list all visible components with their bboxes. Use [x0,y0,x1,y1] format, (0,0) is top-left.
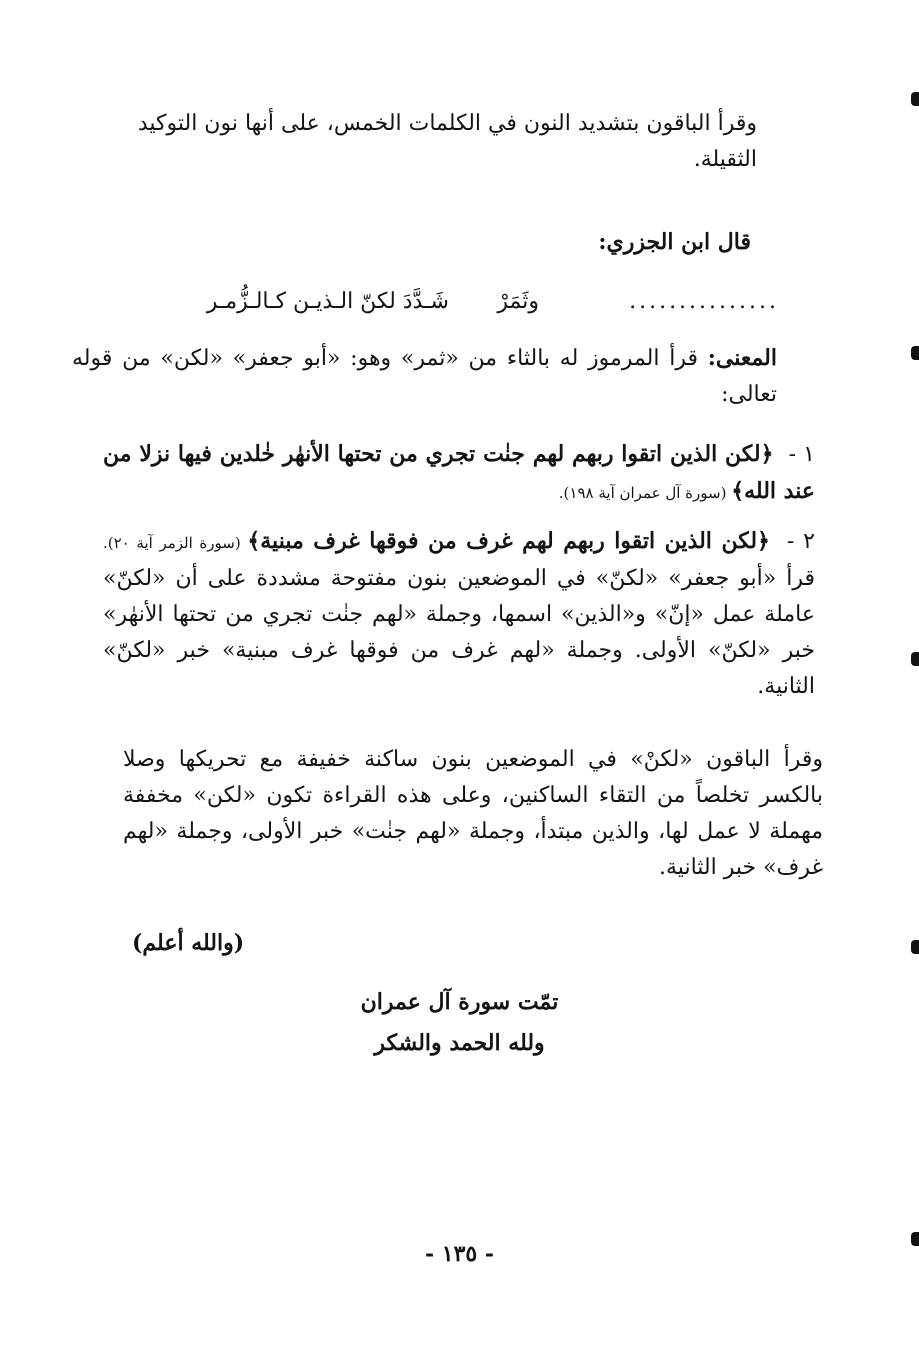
list-item-number: ١ - [788,442,815,467]
quran-verse: ﴿لكن الذين اتقوا ربهم لهم جنٰت تجري من تحتها الأنهٰر خٰلدين فيها نزلا من عند الله﴾ [103,441,815,504]
poem-verse [139,284,779,324]
paragraph-others-reading: وقرأ الباقون «لكنْ» في الموضعين بنون ساكنة خفيفة مع تحريكها وصلا بالكسر تخلصاً من التقاء الساكنين، وعلى هذه القراءة تكون «لكن» مخففة مهملة لا عمل لها، والذين مبتدأ، وجملة «لهم جنٰت» خبر الأولى، وجملة «لهم غرف» خبر الثانية. [123,747,823,880]
list-item-number: ٢ - [786,529,815,554]
meaning-paragraph [72,340,777,413]
list-item-1 [103,436,815,511]
praise-line: ولله الحمد والشكر [374,1030,545,1056]
paragraph-intro-line1: وقرأ الباقون بتشديد النون في الكلمات الخمس، على أنها نون التوكيد [137,111,757,136]
quran-verse: ﴿لكن الذين اتقوا ربهم لهم غرف من فوقها غرف مبنية﴾ [247,528,770,554]
paragraph-intro [57,106,757,178]
list-item-explanation: قرأ «أبو جعفر» «لكنّ» في الموضعين بنون مفتوحة مشددة على أن «لكنّ» عاملة عمل «إنّ» و«الذين» اسمها، وجملة «لهم جنٰت تجري من تحتها الأنهٰر» خبر «لكنّ» الأولى. وجملة «لهم غرف من فوقها غرف مبنية» خبر «لكنّ» الثانية. [103,566,815,699]
meaning-label: المعنى: [707,345,777,371]
page-number: - ١٣٥ - [424,1241,495,1267]
verse-ellipsis: ............... [629,289,779,314]
section-heading: قال ابن الجزري: [598,229,751,255]
binding-mark [911,346,919,360]
verse-second-hemistich: شَـدَّدَ لكنّ الـذيـن كـالـزُّمـر [206,289,449,314]
closing-phrase: (والله أعلم) [132,930,245,956]
binding-mark [911,92,919,106]
paragraph-intro-line2: الثقيلة. [693,147,757,172]
verse-reference: (سورة آل عمران آية ١٩٨). [558,484,732,502]
meaning-text: قرأ المرموز له بالثاء من «ثمر» وهو: «أبو جعفر» «لكن» من قوله تعالى: [72,346,777,407]
verse-word-thamar: وثَمَرْ [497,289,539,314]
binding-mark [911,1232,919,1246]
verse-reference: (سورة الزمر آية ٢٠). [103,534,248,552]
surah-end-line: تمّت سورة آل عمران [360,989,559,1015]
binding-mark [911,940,919,954]
binding-mark [911,652,919,666]
list-item-2 [103,523,815,705]
